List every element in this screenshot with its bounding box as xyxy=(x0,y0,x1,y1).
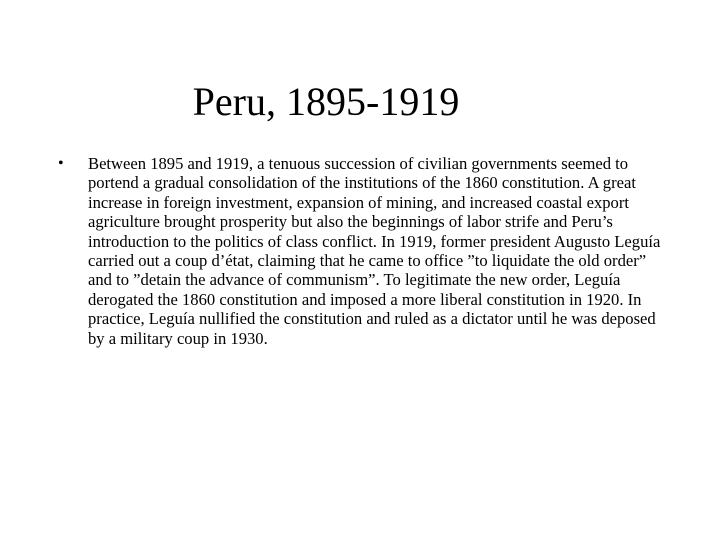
slide-title: Peru, 1895-1919 xyxy=(192,79,460,124)
bullet-text: Between 1895 and 1919, a tenuous succession of civilian governments seemed to portend a gradual consolidation of the institutions of the 1860 constitution. A great increase in foreign investment, expansion of mining, and increased coastal export agriculture brought prosperity but also the beginnings of labor strife and Peru’s introduction to the politics of class conflict. In 1919, former president Augusto Leguía carried out a coup d’état, claiming that he came to office ”to liquidate the old order” and to ”detain the advance of communism”. To legitimate the new order, Leguía derogated the 1860 constitution and imposed a more liberal constitution in 1920. In practice, Leguía nullified the constitution and ruled as a dictator until he was deposed by a military coup in 1930. xyxy=(88,154,661,348)
bullet-marker: • xyxy=(58,155,64,172)
bullet-list xyxy=(58,154,670,348)
bullet-item xyxy=(58,154,670,348)
